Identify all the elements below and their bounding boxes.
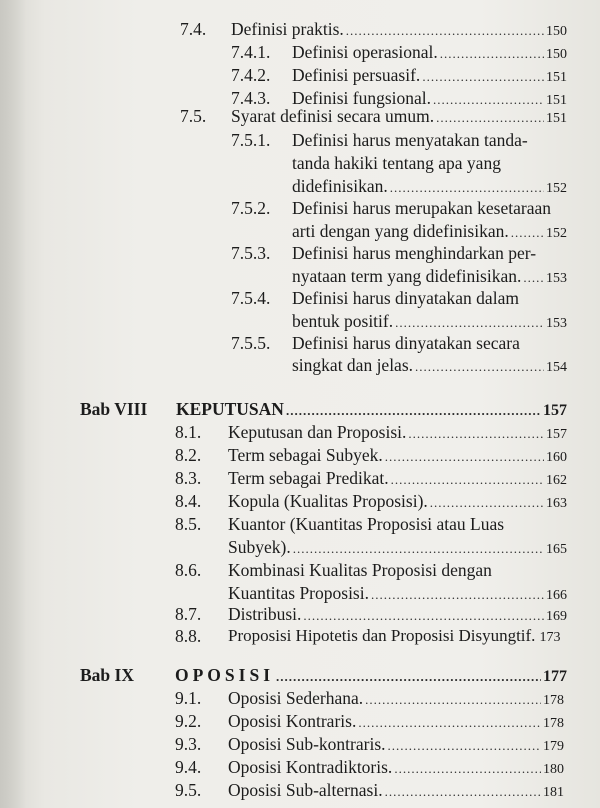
entry-number: 8.2. [175,445,202,465]
entry-number: 7.5.2. [231,198,271,218]
toc-entry-8-5 [0,512,600,536]
entry-number: 7.5.3. [231,243,271,263]
entry-title: Term sebagai Predikat. [228,468,389,488]
entry-title: Definisi harus merupakan kesetaraan [292,198,551,218]
toc-entry-7-4 [0,17,600,41]
toc-entry-8-2 [0,443,600,467]
chapter-heading-bab-ix [0,663,600,687]
entry-title: Definisi fungsional. [292,88,432,108]
entry-page: 151 [546,70,567,85]
entry-number: 7.5. [180,106,207,126]
entry-page: 178 [543,716,564,731]
chapter-page: 157 [543,402,567,419]
toc-entry-continuation [0,174,600,198]
entry-title: Definisi praktis. [231,19,344,39]
entry-number: 7.4.2. [231,65,271,85]
chapter-title: KEPUTUSAN [176,399,284,419]
dot-leader [436,106,544,130]
entry-title-continued: tanda hakiki tentang apa yang [292,153,501,173]
entry-title: Oposisi Sederhana. [228,688,364,708]
toc-entry-8-3 [0,466,600,490]
chapter-page: 177 [543,668,567,685]
entry-page: 153 [546,316,567,331]
toc-entry-8-6 [0,558,600,582]
entry-page: 151 [546,93,567,108]
toc-entry-9-2 [0,709,600,733]
toc-entry-continuation [0,151,600,175]
toc-entry-continuation [0,264,600,288]
entry-page: 166 [546,588,567,603]
toc-entry-8-7 [0,602,600,626]
entry-title: Oposisi Kontradiktoris. [228,757,393,777]
entry-title: Definisi harus menghindarkan per- [292,243,537,263]
entry-page: 163 [546,496,567,511]
entry-title-continued: nyataan term yang didefinisikan. [292,266,522,286]
entry-title: Definisi harus dinyatakan dalam [292,288,519,308]
entry-number: 7.5.1. [231,130,271,150]
toc-entry-7-4-1 [0,40,600,64]
entry-title-continued: singkat dan jelas. [292,355,414,375]
chapter-label: Bab VIII [80,399,148,419]
entry-number: 8.4. [175,491,202,511]
chapter-heading-bab-viii [0,397,600,421]
entry-number: 9.3. [175,734,202,754]
entry-title-continued: didefinisikan. [292,176,388,196]
entry-title: Kopula (Kualitas Proposisi). [228,491,428,511]
entry-number: 8.5. [175,514,202,534]
entry-page: 178 [543,693,564,708]
entry-number: 8.3. [175,468,202,488]
toc-entry-7-5 [0,104,600,128]
entry-title: Syarat definisi secara umum. [231,106,435,126]
entry-title-continued: Subyek). [228,537,291,557]
toc-entry-7-5-1 [0,128,600,152]
entry-title: Oposisi Sub-alternasi. [228,780,383,800]
entry-page: 157 [546,427,567,442]
entry-page: 153 [546,271,567,286]
entry-page: 152 [546,181,567,196]
entry-title: Definisi persuasif. [292,65,421,85]
toc-entry-continuation [0,353,600,377]
entry-number: 8.1. [175,422,202,442]
entry-page: 151 [546,111,567,126]
entry-page: 150 [546,47,567,62]
entry-title: Definisi harus dinyatakan secara [292,333,520,353]
entry-page: 180 [543,762,564,777]
toc-entry-continuation [0,219,600,243]
entry-page: 150 [546,24,567,39]
entry-number: 8.6. [175,560,202,580]
entry-page: 152 [546,226,567,241]
entry-page: 179 [543,739,564,754]
entry-title-continued: bentuk positif. [292,311,394,331]
toc-entry-9-4 [0,755,600,779]
entry-number: 9.1. [175,688,202,708]
toc-entry-8-4 [0,489,600,513]
toc-entry-9-1 [0,686,600,710]
entry-number: 8.7. [175,604,202,624]
entry-title: Distribusi. [228,604,302,624]
dot-leader [385,780,541,804]
toc-entry-7-4-2 [0,63,600,87]
entry-title: Definisi operasional. [292,42,438,62]
entry-number: 7.4.1. [231,42,271,62]
entry-number: 7.5.4. [231,288,271,308]
chapter-title: OPOSISI [175,665,274,685]
entry-page: 160 [546,450,567,465]
entry-number: 7.4. [180,19,207,39]
entry-number: 9.2. [175,711,202,731]
toc-entry-7-5-4 [0,286,600,310]
entry-title-continued: arti dengan yang didefinisikan. [292,221,509,241]
dot-leader [415,355,544,379]
toc-entry-9-3 [0,732,600,756]
entry-number: 7.4.3. [231,88,271,108]
toc-entry-7-5-3 [0,241,600,265]
entry-page: 173 [539,630,561,645]
toc-entry-8-8 [0,624,600,648]
toc-entry-8-1 [0,420,600,444]
entry-title: Proposisi Hipotetis dan Proposisi Disyungtif. [228,626,536,645]
entry-number: 9.4. [175,757,202,777]
entry-page: 154 [546,360,567,375]
entry-number: 7.5.5. [231,333,271,353]
entry-title-continued: Kuantitas Proposisi. [228,583,369,603]
entry-page: 169 [546,609,567,624]
toc-entry-continuation [0,535,600,559]
entry-title: Term sebagai Subyek. [228,445,383,465]
toc-entry-continuation [0,309,600,333]
entry-number: 8.8. [175,626,202,646]
toc-entry-9-5 [0,778,600,802]
toc-entry-7-5-2 [0,196,600,220]
entry-title: Keputusan dan Proposisi. [228,422,407,442]
entry-title: Oposisi Sub-kontraris. [228,734,386,754]
entry-title: Kombinasi Kualitas Proposisi dengan [228,560,492,580]
chapter-label: Bab IX [80,665,134,685]
entry-page: 162 [546,473,567,488]
toc-entry-7-5-5 [0,331,600,355]
entry-title: Oposisi Kontraris. [228,711,357,731]
entry-page: 181 [543,785,564,800]
entry-title: Kuantor (Kuantitas Proposisi atau Luas [228,514,505,534]
entry-number: 9.5. [175,780,202,800]
entry-page: 165 [546,542,567,557]
entry-title: Definisi harus menyatakan tanda- [292,130,528,150]
